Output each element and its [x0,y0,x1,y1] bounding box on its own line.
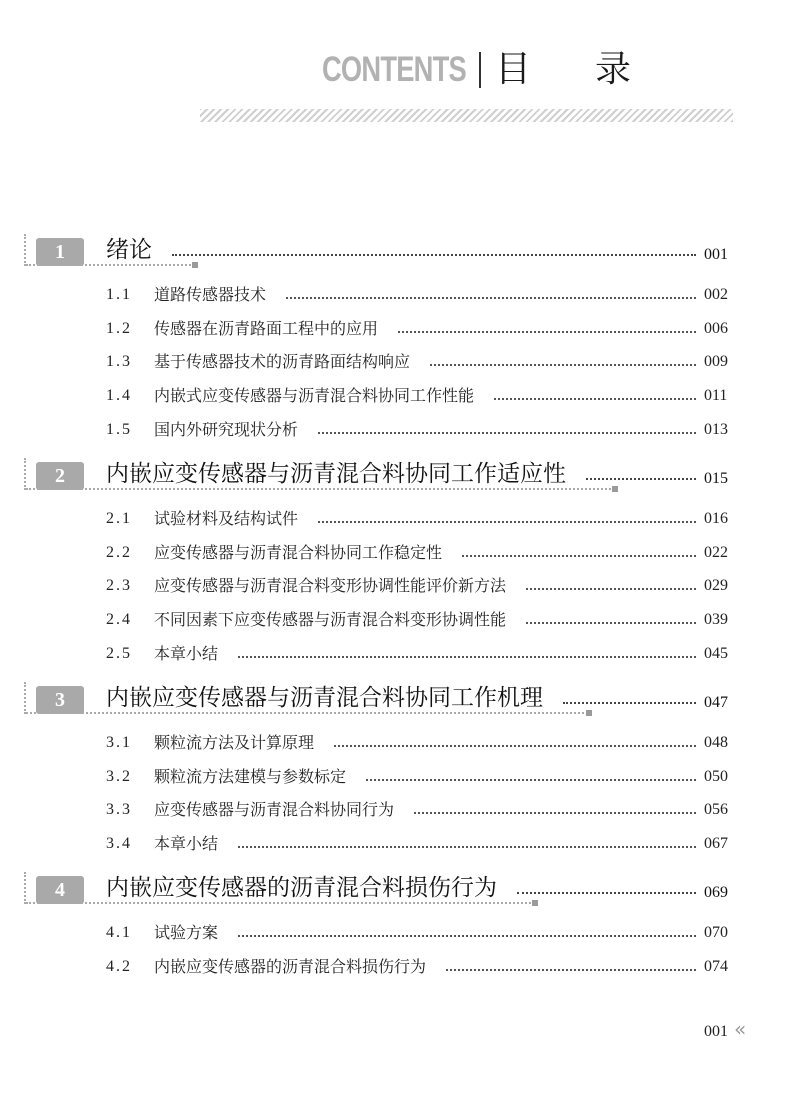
page-title: 目录 [495,49,696,90]
section-title: 颗粒流方法及计算原理 [154,733,315,752]
dot-leader [318,521,696,523]
section-page: 074 [704,958,728,975]
section-page: 006 [704,320,728,337]
section-number: 2.3 [106,577,132,594]
dot-leader [318,432,696,434]
section-title: 基于传感器技术的沥青路面结构响应 [154,352,411,371]
section-entry[interactable] [0,573,790,603]
section-page: 045 [704,645,728,662]
section-entry[interactable] [0,920,790,950]
section-page: 029 [704,577,728,594]
section-page: 050 [704,768,728,785]
section-page: 067 [704,835,728,852]
section-page: 022 [704,544,728,561]
section-title: 颗粒流方法建模与参数标定 [154,767,347,786]
chapter-number: 3 [55,689,65,711]
chapter-page: 001 [704,246,728,263]
header-divider [479,52,481,88]
section-number: 2.5 [106,645,132,662]
section-entry[interactable] [0,797,790,827]
chapter-number-badge [36,462,84,490]
section-entry[interactable] [0,764,790,794]
section-page: 070 [704,924,728,941]
dot-leader [563,702,696,704]
dot-leader [494,398,696,400]
chapter-frame-line [24,682,26,714]
section-page: 002 [704,286,728,303]
chapter-number-badge [36,238,84,266]
section-number: 3.3 [106,801,132,818]
section-title: 道路传感器技术 [154,285,267,304]
section-page: 016 [704,510,728,527]
dot-leader [526,588,696,590]
section-title: 本章小结 [154,644,219,663]
section-number: 2.1 [106,510,132,527]
chapter-frame-line [24,872,26,904]
section-entry[interactable] [0,349,790,379]
section-title: 应变传感器与沥青混合料协同行为 [154,800,395,819]
section-title: 国内外研究现状分析 [154,420,299,439]
chapter-page: 047 [704,694,728,711]
section-entry[interactable] [0,607,790,637]
section-entry[interactable] [0,641,790,671]
section-entry[interactable] [0,831,790,861]
dot-leader [238,656,696,658]
chapter-underline-end [612,486,618,492]
chapter-underline-end [586,710,592,716]
section-number: 3.4 [106,835,132,852]
section-number: 1.4 [106,387,132,404]
section-page: 039 [704,611,728,628]
section-entry[interactable] [0,540,790,570]
section-page: 048 [704,734,728,751]
section-entry[interactable] [0,282,790,312]
dot-leader [414,812,696,814]
section-number: 1.5 [106,421,132,438]
section-title: 传感器在沥青路面工程中的应用 [154,319,379,338]
section-title: 内嵌式应变传感器与沥青混合料协同工作性能 [154,386,475,405]
double-chevron-left-icon: « [734,1017,747,1041]
dot-leader [334,745,696,747]
section-number: 2.4 [106,611,132,628]
section-title: 应变传感器与沥青混合料变形协调性能评价新方法 [154,576,507,595]
dot-leader [286,297,696,299]
section-title: 本章小结 [154,834,219,853]
chapter-page: 069 [704,884,728,901]
section-entry[interactable] [0,316,790,346]
dot-leader [446,969,696,971]
chapter-frame-line [24,234,26,266]
section-entry[interactable] [0,954,790,984]
contents-wordmark: CONTENTS [322,50,466,89]
chapter-number: 2 [55,465,65,487]
section-number: 4.2 [106,958,132,975]
section-title: 应变传感器与沥青混合料协同工作稳定性 [154,543,443,562]
section-page: 013 [704,421,728,438]
page-footer [704,1017,746,1041]
dot-leader [430,364,696,366]
chapter-title: 内嵌应变传感器的沥青混合料损伤行为 [106,875,497,901]
chapter-number-badge [36,876,84,904]
chapter-number-badge [36,686,84,714]
section-number: 4.1 [106,924,132,941]
section-entry[interactable] [0,383,790,413]
decorative-stripe [200,109,733,122]
chapter-underline-end [192,262,198,268]
section-number: 3.2 [106,768,132,785]
dot-leader [238,935,696,937]
chapter-title: 绪论 [106,237,152,263]
section-title: 内嵌应变传感器的沥青混合料损伤行为 [154,957,427,976]
section-title: 试验方案 [154,923,219,942]
chapter-number: 4 [55,879,65,901]
section-number: 1.3 [106,353,132,370]
dot-leader [238,846,696,848]
dot-leader [517,892,696,894]
chapter-underline-end [532,900,538,906]
dot-leader [462,555,696,557]
section-number: 3.1 [106,734,132,751]
section-page: 009 [704,353,728,370]
section-entry[interactable] [0,506,790,536]
dot-leader [586,478,696,480]
dot-leader [366,779,696,781]
dot-leader [172,254,696,256]
chapter-page: 015 [704,470,728,487]
dot-leader [526,622,696,624]
section-title: 试验材料及结构试件 [154,509,299,528]
dot-leader [398,331,696,333]
section-entry[interactable] [0,730,790,760]
chapter-title: 内嵌应变传感器与沥青混合料协同工作机理 [106,685,543,711]
chapter-number: 1 [55,241,65,263]
page-header [0,48,790,98]
section-number: 1.2 [106,320,132,337]
section-entry[interactable] [0,417,790,447]
section-page: 011 [704,387,728,404]
section-number: 2.2 [106,544,132,561]
footer-page-number: 001 [704,1023,728,1040]
section-page: 056 [704,801,728,818]
chapter-frame-line [24,458,26,490]
section-number: 1.1 [106,286,132,303]
chapter-title: 内嵌应变传感器与沥青混合料协同工作适应性 [106,461,566,487]
section-title: 不同因素下应变传感器与沥青混合料变形协调性能 [154,610,507,629]
